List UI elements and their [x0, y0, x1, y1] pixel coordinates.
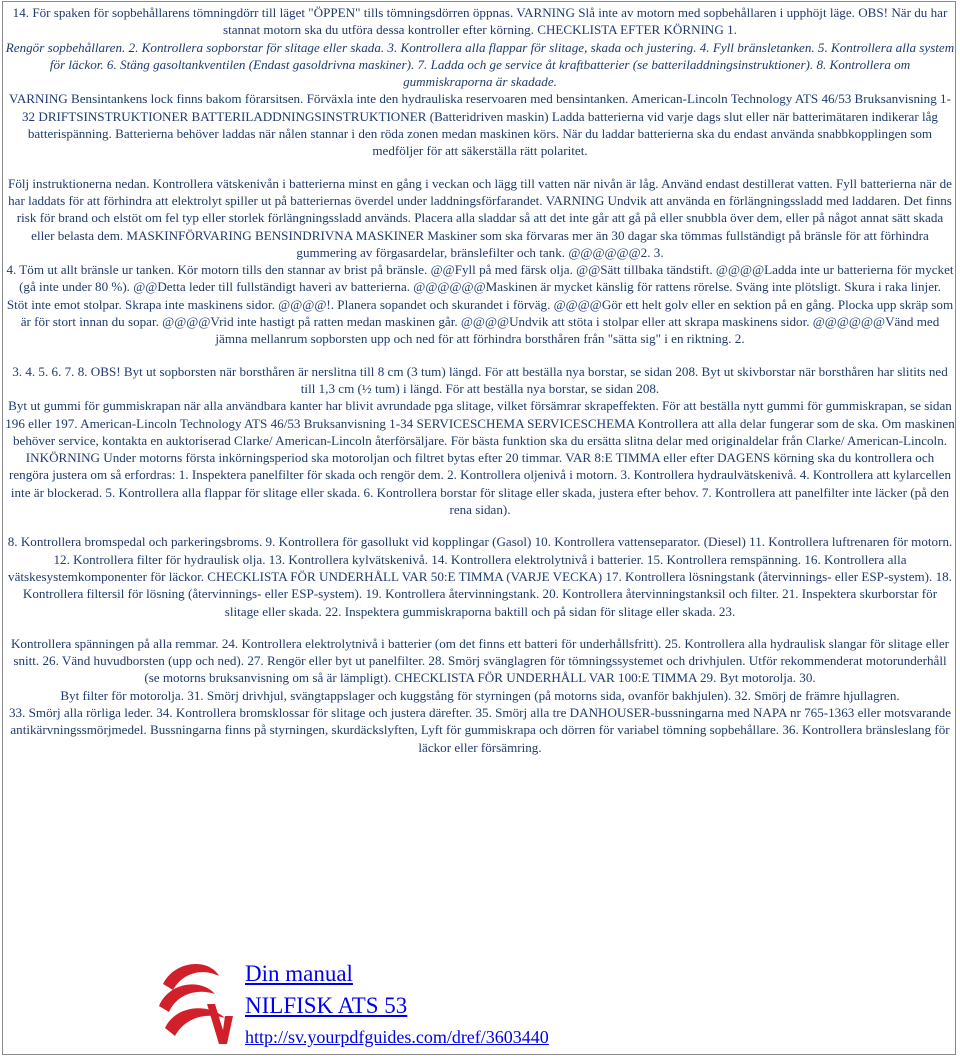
paragraph: 4. Töm ut allt bränsle ur tanken. Kör motorn tills den stannar av brist på bränsle. @@Fyll på med färsk olja. @@Sätt tillbaka tändstift. @@@@Ladda inte ur batterierna för mycket (gå inte under 80 %). @@Detta leder till fullständigt haveri av batterierna. @@@@@@Maskinen är mycket känslig för rattens rörelse. Sväng inte plötsligt. Skura i raka linjer. [6, 262, 954, 295]
manual-url-link[interactable]: http://sv.yourpdfguides.com/dref/3603440 [245, 1027, 549, 1047]
paragraph: INKÖRNING Under motorns första inkörningsperiod ska motoroljan och filtret bytas efter 20 timmar. VAR 8:E TIMMA eller efter DAGENS körning ska du kontrollera och rengöra justera om så erfordras: 1. Inspektera panelfilter för skada och rengör dem. 2. Kontrollera oljenivå i motorn. 3. Kontrollera hydraulvätskenivå. 4. Kontrollera att kylarcellen inte är blockerad. 5. Kontrollera alla flappar för slitage eller skada. 6. Kontrollera borstar för slitage eller skada, justera efter behov. 7. Kontrollera att panelfilter inte läcker (på den rena sidan). [8, 450, 952, 518]
paragraph-spacer [5, 620, 955, 635]
paragraph: Följ instruktionerna nedan. Kontrollera vätskenivån i batterierna minst en gång i veckan och lägg till vatten när nivån är låg. Använd endast destillerat vatten. Fyll batterierna när de har laddats för att förhindra att elektrolyt spiller ut på batteriernas överdel under laddningsförfarandet. VARNING Undvik att använda en förlängningssladd med laddaren. Det finns risk för brand och elstöt om fel typ eller storlek förlängningssladd används. Placera alla sladdar så att det inte går att gå på eller snubbla över dem, eller på något annat sätt skada eller belasta dem. MASKINFÖRVARING BENSINDRIVNA MASKINER Maskiner som ska förvaras mer än 30 dagar ska tömmas fullständigt på bränsle för att förhindra gummering av förgasardelar, bränslefilter och tank. @@@@@@2. 3. [8, 175, 952, 260]
paragraph: Byt ut gummi för gummiskrapan när alla användbara kanter har blivit avrundade pga slitage, vilket försämrar skrapeffekten. För att beställa nytt gummi för gummiskrapan, se sidan 196 eller 197. American-Lincoln Technology ATS 46/53 Bruksanvisning 1-34 SERVICESCHEMA SERVICESCHEMA Kontrollera att alla delar fungerar som de ska. Om maskinen behöver service, kontakta en auktoriserad Clarke/ American-Lincoln återförsäljare. För bästa funktion ska du ersätta slitna delar med originaldelar från Clarke/ American-Lincoln. [5, 398, 955, 448]
paragraph: Kontrollera spänningen på alla remmar. 24. Kontrollera elektrolytnivå i batterier (om det finns ett batteri för underhållsfritt). 25. Kontrollera alla hydraulisk slangar för slitage eller snitt. 26. Vänd huvudborsten (upp och ned). 27. Rengör eller byt ut panelfilter. 28. Smörj svänglagren för tömningssystemet och drivhjulen. Utför rekommenderat motorunderhåll (se motorns bruksanvisning om så är lämpligt). CHECKLISTA FÖR UNDERHÅLL VAR 100:E TIMMA 29. Byt motorolja. 30. [10, 635, 950, 686]
manual-model-link[interactable]: NILFISK ATS 53 [245, 993, 408, 1018]
document-page [2, 1, 956, 1055]
paragraph-spacer [5, 348, 955, 363]
paragraph: Stöt inte emot stolpar. Skrapa inte maskinens sidor. @@@@!. Planera sopandet och skurandet i förväg. @@@@Gör ett helt golv eller en sektion på en gång. Plocka upp skräp som är för stort innan du sopar. @@@@Vrid inte hastigt på ratten medan maskinen går. @@@@Undvik att stöta i stolpar eller att skrapa maskinens sidor. @@@@@@Vänd med jämna mellanrum sopborsten upp och ned för att förhindra borsthåren från "sätta sig" i en riktning. 2. [6, 296, 954, 347]
paragraph: 3. 4. 5. 6. 7. 8. OBS! Byt ut sopborsten när borsthåren är nerslitna till 8 cm (3 tum) längd. För att beställa nya borstar, se sidan 208. Byt ut skivborstar när borsthåren har slitits ned till 1,3 cm (½ tum) i längd. För att beställa nya borstar, se sidan 208. [12, 363, 948, 396]
paragraph: Rengör sopbehållaren. 2. Kontrollera sopborstar för slitage eller skada. 3. Kontrollera alla flappar för slitage, skada och justering. 4. Fyll bränsletanken. 5. Kontrollera alla system för läckor. 6. Stäng gasoltankventilen (Endast gasoldrivna maskiner). 7. Ladda och ge service åt kraftbatterier (se batteriladdningsinstruktioner). 8. Kontrollera om gummiskraporna är skadade. [5, 39, 955, 90]
paragraph: 14. För spaken för sopbehållarens tömningdörr till läget "ÖPPEN" tills tömningsdörren öppnas. VARNING Slå inte av motorn med sopbehållaren i upphöjt läge. OBS! När du har stannat motorn ska du utföra dessa kontroller efter körning. CHECKLISTA EFTER KÖRNING 1. [12, 5, 948, 38]
pdf-swoosh-logo-icon [155, 958, 235, 1048]
paragraph: Byt filter för motorolja. 31. Smörj drivhjul, svängtappslager och kuggstång för styrningen (på motorns sida, ovanför bakhjulen). 32. Smörj de främre hjullagren. [60, 687, 900, 703]
paragraph: 33. Smörj alla rörliga leder. 34. Kontrollera bromsklossar för slitage och justera därefter. 35. Smörj alla tre DANHOUSER-bussningarna med NAPA nr 765-1363 eller motsvarande antikärvningssmörjmedel. Bussningarna finns på styrningen, skurdäckslyften, Lyft för gummiskrapa och dörren för variabel tömning sopbehållare. 36. Kontrollera bränsleslang för läckor eller försämring. [8, 704, 952, 755]
paragraph-spacer [5, 518, 955, 533]
manual-footer [3, 950, 955, 1054]
manual-title-link[interactable]: Din manual [245, 961, 353, 986]
paragraph: VARNING Bensintankens lock finns bakom förarsitsen. Förväxla inte den hydrauliska reservoaren med bensintanken. American-Lincoln Technology ATS 46/53 Bruksanvisning 1-32 DRIFTSINSTRUKTIONER BATTERILADDNINGSINSTRUKTIONER (Batteridriven maskin) Ladda batterierna vid varje dags slut eller när batterimätaren indikerar låg batterispänning. Batterierna behöver laddas när nålen stannar i den röda zonen medan maskinen körs. När du laddar batterierna ska du endast använda snabbkopplingen som medföljer för att säkerställa rätt polaritet. [9, 91, 951, 159]
document-body [5, 4, 955, 756]
paragraph-spacer [5, 160, 955, 175]
paragraph: Kontrollera filtersil för lösning (återvinnings- eller ESP-system). 19. Kontrollera återvinningstank. 20. Kontrollera återvinningstanksil och filter. 21. Inspektera skurborstar för slitage eller skada. 22. Inspektera gummiskraporna baktill och på sidan för slitage eller skada. 23. [22, 586, 938, 619]
paragraph: 8. Kontrollera bromspedal och parkeringsbroms. 9. Kontrollera för gasollukt vid kopplingar (Gasol) 10. Kontrollera vattenseparator. (Diesel) 11. Kontrollera luftrenaren för motorn. 12. Kontrollera filter för hydraulisk olja. 13. Kontrollera kylvätskenivå. 14. Kontrollera elektrolytnivå i batterier. 15. Kontrollera remspänning. 16. Kontrollera alla vätskesystemkomponenter för läckor. CHECKLISTA FÖR UNDERHÅLL VAR 50:E TIMMA (VARJE VECKA) 17. Kontrollera lösningstank (återvinnings- eller ESP-system). 18. [7, 534, 953, 584]
